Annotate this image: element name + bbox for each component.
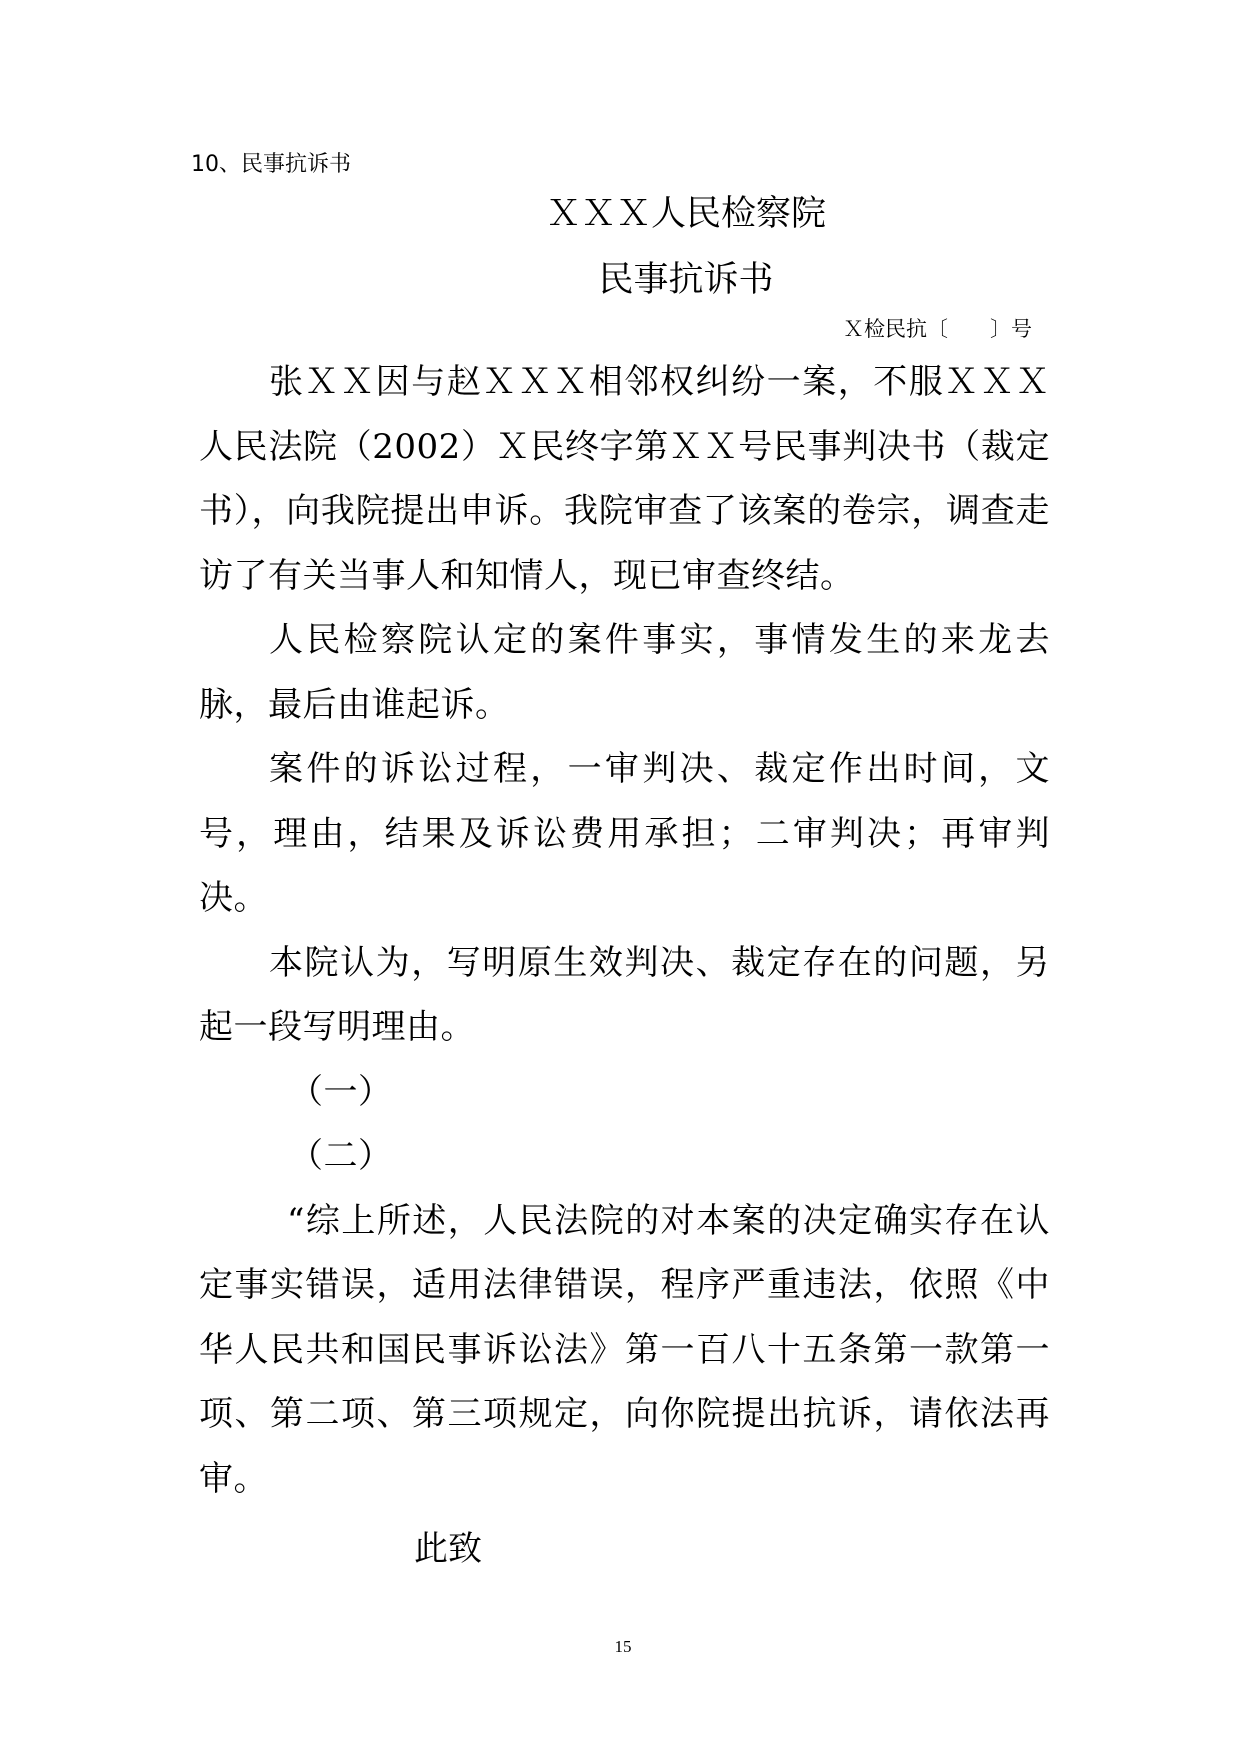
- document-title: 民事抗诉书: [598, 260, 774, 300]
- closing-salutation: 此致: [414, 1529, 482, 1569]
- paragraph-facts: 人民检察院认定的案件事实，事情发生的来龙去脉，最后由谁起诉。: [199, 620, 1050, 725]
- paragraph-procedure: 案件的诉讼过程，一审判决、裁定作出时间，文号，理由，结果及诉讼费用承担；二审判决；再审判决。: [199, 749, 1050, 918]
- paragraph-case-intro: 张ＸＸ因与赵ＸＸＸ相邻权纠纷一案，不服ＸＸＸ人民法院（2002）Ｘ民终字第ＸＸ号民事判决书（裁定书），向我院提出申诉。我院审查了该案的卷宗，调查走访了有关当事人和知情人，现已审查终结。: [199, 362, 1050, 596]
- document-body: [199, 350, 1050, 1511]
- paragraph-opinion: 本院认为，写明原生效判决、裁定存在的问题，另起一段写明理由。: [199, 942, 1050, 1047]
- section-label: 10、民事抗诉书: [191, 152, 351, 177]
- list-item-one: （一）: [289, 1071, 393, 1112]
- document-number: Ｘ检民抗〔 〕号: [843, 317, 1032, 341]
- document-title-authority: ＸＸＸ人民检察院: [545, 194, 826, 234]
- paragraph-conclusion: “综上所述，人民法院的对本案的决定确实存在认定事实错误，适用法律错误，程序严重违法，依照《中华人民共和国民事诉讼法》第一百八十五条第一款第一项、第二项、第三项规定，向你院提出抗诉，请依法再审。: [199, 1200, 1050, 1499]
- page-number: 15: [614, 1637, 632, 1656]
- list-item-two: （二）: [289, 1136, 393, 1176]
